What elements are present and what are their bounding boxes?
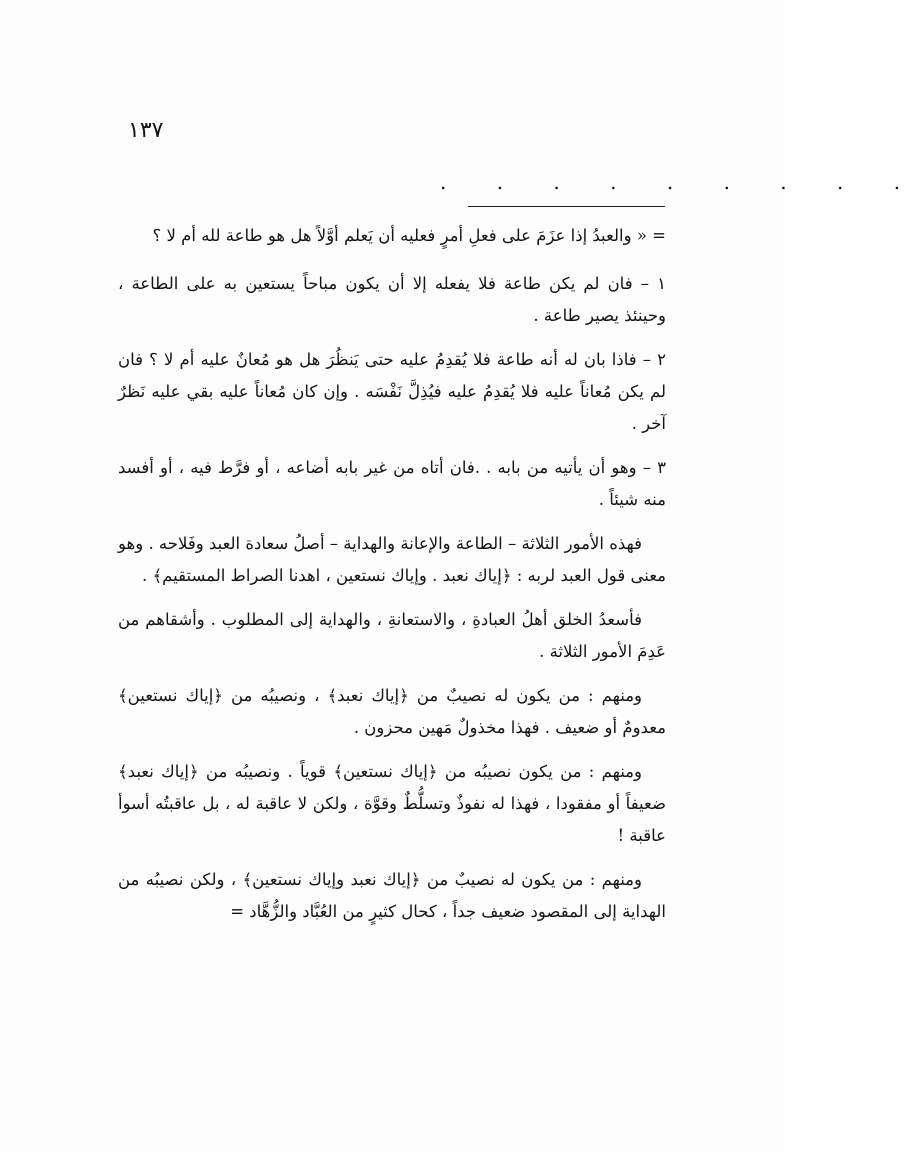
separator-dots: . . . . . . . . . xyxy=(440,170,922,194)
paragraph-point-2: ٢ – فاذا بان له أنه طاعة فلا يُقدِمُ عليه حتى يَنظُرَ هل هو مُعانٌ عليه أم لا ؟ فان لم يكن مُعاناً عليه فلا يُقدِمُ عليه فيُذِلَّ نَفْسَه . وإن كان مُعاناً عليه بقي عليه نَظرٌ آخر . xyxy=(118,350,666,433)
paragraph-happiest: فأسعدُ الخلق أهلُ العبادةِ ، والاستعانةِ ، والهداية إلى المطلوب . وأشقاهم من عَدِمَ الأمور الثلاثة . xyxy=(118,610,666,661)
paragraph-group-3: ومنهم : من يكون له نصيبٌ من ﴿إياك نعبد وإياك نستعين﴾ ، ولكن نصيبُه من الهداية إلى المقصود ضعيف جداً ، كحال كثيرٍ من العُبَّاد والزُّهَّاد = xyxy=(118,870,666,921)
paragraph-intro: = « والعبدُ إذا عزَمَ على فعلِ أمرٍ فعليه أن يَعلم أوَّلاً هل هو طاعة لله أم لا ؟ xyxy=(152,226,666,245)
paragraph-group-2: ومنهم : من يكون نصيبُه من ﴿إياك نستعين﴾ قوياً . ونصيبُه من ﴿إياك نعبد﴾ ضعيفاً أو مفقودا ، فهذا له نفوذٌ وتسلُّطٌ وقوَّة ، ولكن لا عاقبة له ، بل عاقبتُه أسوأ عاقبة ! xyxy=(118,762,666,845)
footnote-text xyxy=(118,220,666,940)
paragraph-point-3: ٣ – وهو أن يأتيه من بابه . .فان أتاه من غير بابه أضاعه ، أو فرَّط فيه ، أو أفسد منه شيئاً . xyxy=(118,458,666,509)
paragraph-point-1: ١ – فان لم يكن طاعة فلا يفعله إلا أن يكون مباحاً يستعين به على الطاعة ، وحينئذ يصير طاعة . xyxy=(118,274,666,325)
paragraph-three-matters: فهذه الأمور الثلاثة – الطاعة والإعانة والهداية – أصلُ سعادة العبد وفَلاحه . وهو معنى قول العبد لربه : ﴿إياك نعبد . وإياك نستعين ، اهدنا الصراط المستقيم﴾ . xyxy=(118,534,666,585)
page-number: ١٣٧ xyxy=(128,118,164,143)
paragraph-group-1: ومنهم : من يكون له نصيبٌ من ﴿إياك نعبد﴾ ، ونصيبُه من ﴿إياك نستعين﴾ معدومٌ أو ضعيف . فهذا مخذولٌ مَهين محزون . xyxy=(118,686,666,737)
footnote-rule xyxy=(468,206,665,207)
